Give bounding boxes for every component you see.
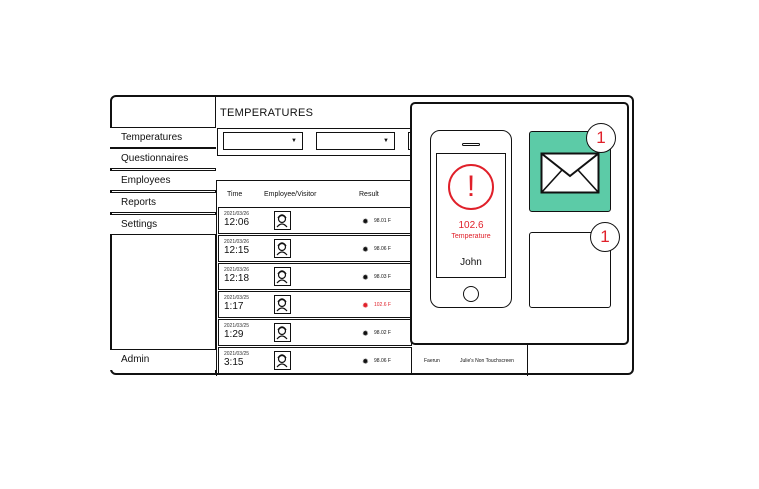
table-row[interactable] xyxy=(218,235,412,262)
row-time: 12:15 xyxy=(224,245,250,256)
sidebar-item-settings[interactable] xyxy=(110,214,216,235)
sun-icon: ✹ xyxy=(362,245,369,254)
row-date: 2021/03/25 xyxy=(224,295,250,301)
person-avatar-icon xyxy=(274,323,291,342)
person-avatar-icon xyxy=(274,351,291,370)
table-row[interactable] xyxy=(218,207,412,234)
sun-icon: ✹ xyxy=(362,301,369,310)
table-row[interactable] xyxy=(218,319,412,346)
row-result: 98.02 F xyxy=(374,330,391,336)
phone-earpiece xyxy=(462,143,480,146)
row-date: 2021/03/25 xyxy=(224,323,250,329)
row-date: 2021/03/26 xyxy=(224,267,250,273)
sidebar-item-label: Reports xyxy=(121,197,157,208)
sidebar-item-employees[interactable] xyxy=(110,170,216,191)
row-device: Julie's Non Touchscreen xyxy=(460,358,514,364)
envelope-icon xyxy=(540,152,600,194)
table-row[interactable] xyxy=(218,263,412,290)
person-avatar-icon xyxy=(274,211,291,230)
email-count-badge: 1 xyxy=(586,123,616,153)
sidebar-item-label: Settings xyxy=(121,219,158,230)
row-result: 98.03 F xyxy=(374,274,391,280)
row-result: 102.6 F xyxy=(374,302,391,308)
person-avatar-icon xyxy=(274,239,291,258)
sun-icon: ✹ xyxy=(362,357,369,366)
row-time: 3:15 xyxy=(224,357,244,368)
alert-icon: ! xyxy=(448,164,494,210)
row-date: 2021/03/26 xyxy=(224,239,250,245)
alert-person-name: John xyxy=(460,257,482,268)
row-time: 1:29 xyxy=(224,329,244,340)
sidebar-item-label: Questionnaires xyxy=(121,153,189,164)
sun-icon: ✹ xyxy=(362,217,369,226)
column-header-result: Result xyxy=(359,191,379,198)
row-time: 12:06 xyxy=(224,217,250,228)
sun-icon: ✹ xyxy=(362,273,369,282)
sidebar-item-label: Employees xyxy=(121,175,171,186)
person-avatar-icon xyxy=(274,267,291,286)
filter-select-1[interactable] xyxy=(223,132,303,150)
sun-icon: ✹ xyxy=(362,329,369,338)
sidebar-item-temperatures[interactable] xyxy=(110,127,216,148)
row-name: Faerun xyxy=(424,358,440,364)
sidebar-item-admin[interactable] xyxy=(110,349,216,370)
blank-tile-badge: 1 xyxy=(590,222,620,252)
page-title: TEMPERATURES xyxy=(220,107,314,119)
chevron-down-icon: ▼ xyxy=(291,138,297,144)
row-result: 98.06 F xyxy=(374,358,391,364)
alert-temperature-value: 102.6 xyxy=(458,220,484,231)
row-time: 1:17 xyxy=(224,301,244,312)
sidebar-item-questionnaires[interactable] xyxy=(110,148,216,169)
row-result: 98.06 F xyxy=(374,246,391,252)
row-date: 2021/03/25 xyxy=(224,351,250,357)
table-row[interactable] xyxy=(218,291,412,318)
filter-select-2[interactable] xyxy=(316,132,395,150)
sidebar-item-reports[interactable] xyxy=(110,192,216,213)
sidebar-item-label: Admin xyxy=(121,354,150,365)
sidebar-item-label: Temperatures xyxy=(121,132,183,143)
phone-home-button xyxy=(463,286,479,302)
column-header-time: Time xyxy=(227,191,243,198)
alert-temperature-label: Temperature xyxy=(451,233,491,240)
person-avatar-icon xyxy=(274,295,291,314)
row-date: 2021/03/26 xyxy=(224,211,250,217)
row-time: 12:18 xyxy=(224,273,250,284)
row-result: 98.01 F xyxy=(374,218,391,224)
chevron-down-icon: ▼ xyxy=(383,138,389,144)
sidebar xyxy=(110,95,216,375)
column-header-person: Employee/Visitor xyxy=(264,191,317,198)
table-row[interactable] xyxy=(218,347,412,374)
